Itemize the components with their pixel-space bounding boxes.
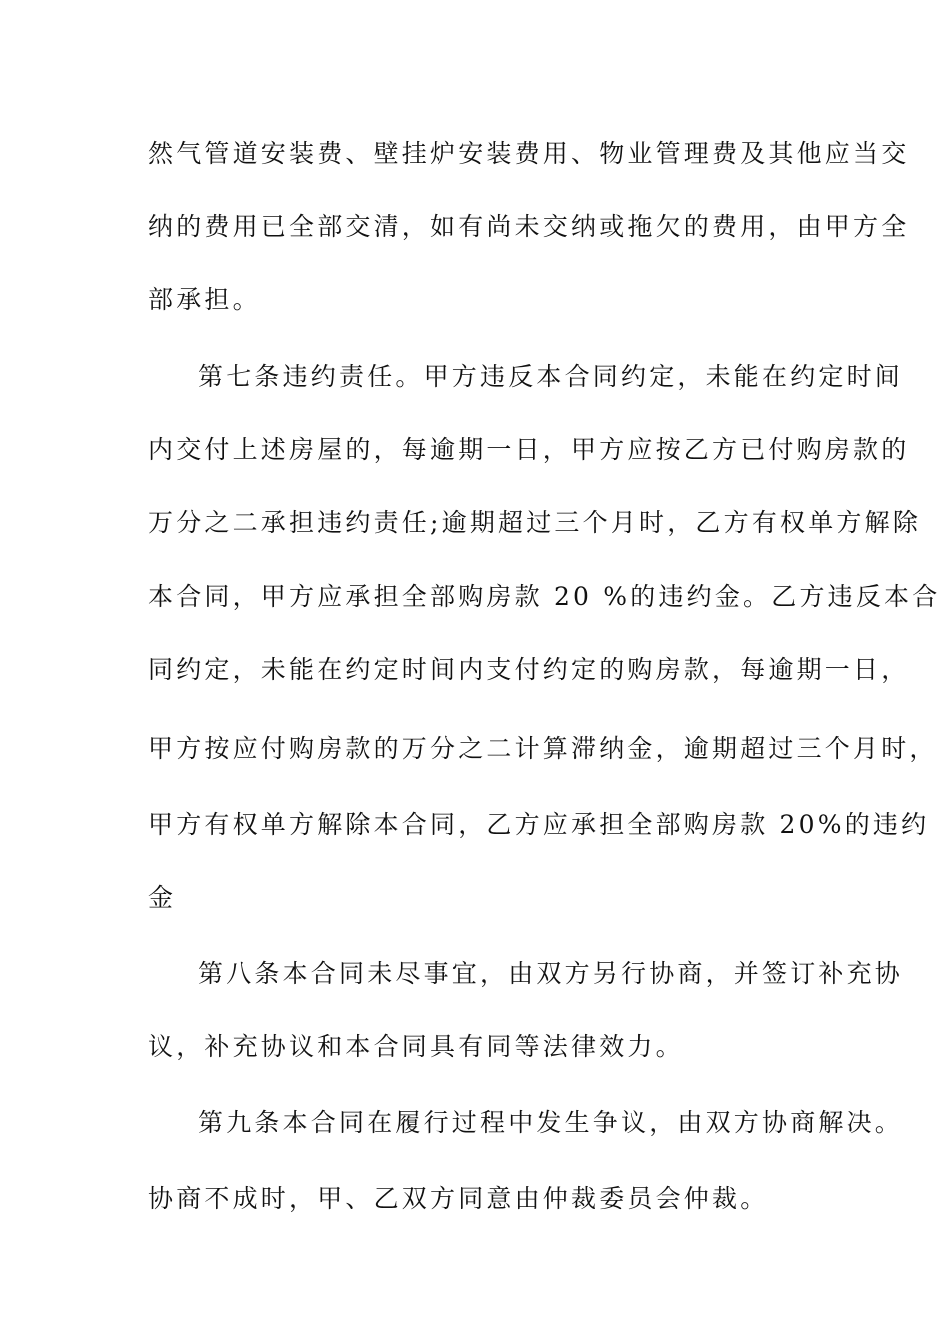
text-line: 议，补充协议和本合同具有同等法律效力。 — [148, 1032, 684, 1061]
text-line: 部承担。 — [148, 285, 261, 314]
article-8-heading-line: 第八条本合同未尽事宜，由双方另行协商，并签订补充协 — [198, 959, 904, 988]
text-line: 万分之二承担违约责任;逾期超过三个月时，乙方有权单方解除 — [148, 508, 922, 537]
text-line: 本合同，甲方应承担全部购房款 20 %的违约金。乙方违反本合 — [148, 582, 941, 611]
text-line: 然气管道安装费、壁挂炉安装费用、物业管理费及其他应当交 — [148, 139, 910, 168]
text-line: 纳的费用已全部交清，如有尚未交纳或拖欠的费用，由甲方全 — [148, 212, 910, 241]
article-7-heading-line: 第七条违约责任。甲方违反本合同约定，未能在约定时间 — [198, 362, 904, 391]
article-9-heading-line: 第九条本合同在履行过程中发生争议，由双方协商解决。 — [198, 1108, 904, 1137]
text-line: 内交付上述房屋的，每逾期一日，甲方应按乙方已付购房款的 — [148, 435, 910, 464]
text-line: 金 — [148, 883, 177, 912]
text-line: 协商不成时，甲、乙双方同意由仲裁委员会仲裁。 — [148, 1184, 769, 1213]
text-line: 甲方按应付购房款的万分之二计算滞纳金，逾期超过三个月时， — [148, 734, 938, 763]
text-line: 同约定，未能在约定时间内支付约定的购房款，每逾期一日， — [148, 655, 910, 684]
text-line: 甲方有权单方解除本合同，乙方应承担全部购房款 20%的违约 — [148, 810, 930, 839]
